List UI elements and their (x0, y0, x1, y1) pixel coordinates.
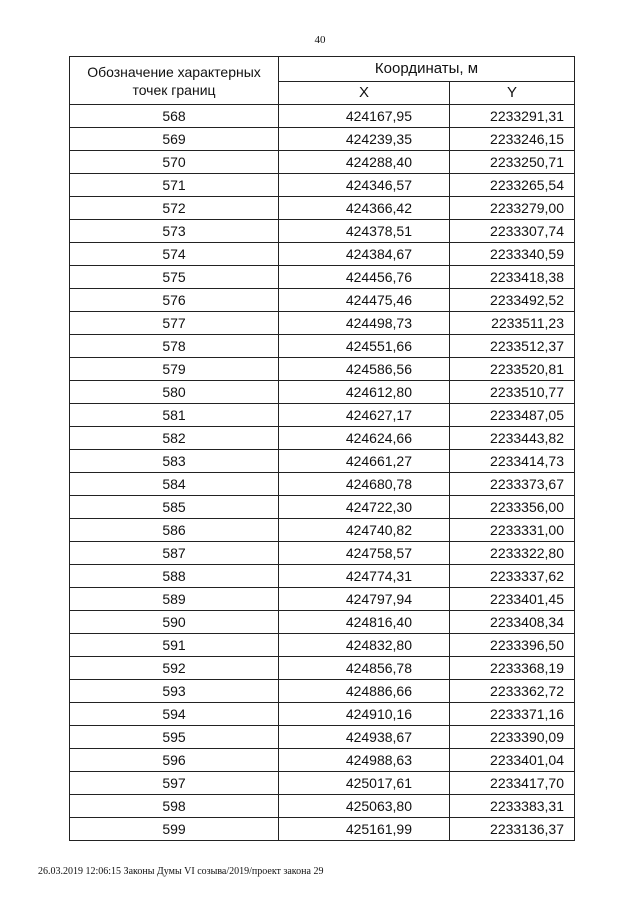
x-coordinate-cell: 424475,46 (279, 289, 450, 312)
header-coordinates: Координаты, м (279, 57, 575, 82)
x-coordinate-cell: 424988,63 (279, 749, 450, 772)
table-row (70, 634, 575, 657)
x-coordinate-cell: 424758,57 (279, 542, 450, 565)
coordinates-table (69, 56, 575, 841)
y-coordinate-cell: 2233307,74 (450, 220, 575, 243)
y-coordinate-cell: 2233511,23 (450, 312, 575, 335)
point-cell: 587 (70, 542, 279, 565)
y-coordinate-cell: 2233246,15 (450, 128, 575, 151)
table-row (70, 220, 575, 243)
table-row (70, 542, 575, 565)
point-cell: 570 (70, 151, 279, 174)
y-coordinate-cell: 2233417,70 (450, 772, 575, 795)
y-coordinate-cell: 2233356,00 (450, 496, 575, 519)
y-coordinate-cell: 2233250,71 (450, 151, 575, 174)
x-coordinate-cell: 424366,42 (279, 197, 450, 220)
table-row (70, 473, 575, 496)
table-row (70, 496, 575, 519)
x-coordinate-cell: 424551,66 (279, 335, 450, 358)
point-cell: 593 (70, 680, 279, 703)
y-coordinate-cell: 2233136,37 (450, 818, 575, 841)
x-coordinate-cell: 424627,17 (279, 404, 450, 427)
x-coordinate-cell: 424797,94 (279, 588, 450, 611)
table-row (70, 404, 575, 427)
y-coordinate-cell: 2233383,31 (450, 795, 575, 818)
x-coordinate-cell: 424886,66 (279, 680, 450, 703)
table-row (70, 818, 575, 841)
point-cell: 583 (70, 450, 279, 473)
y-coordinate-cell: 2233487,05 (450, 404, 575, 427)
y-coordinate-cell: 2233340,59 (450, 243, 575, 266)
table-row (70, 795, 575, 818)
x-coordinate-cell: 425161,99 (279, 818, 450, 841)
point-cell: 582 (70, 427, 279, 450)
y-coordinate-cell: 2233291,31 (450, 105, 575, 128)
point-cell: 569 (70, 128, 279, 151)
table-body (70, 105, 575, 841)
point-cell: 580 (70, 381, 279, 404)
x-coordinate-cell: 424680,78 (279, 473, 450, 496)
table-row (70, 565, 575, 588)
y-coordinate-cell: 2233520,81 (450, 358, 575, 381)
point-cell: 573 (70, 220, 279, 243)
x-coordinate-cell: 424456,76 (279, 266, 450, 289)
table-row (70, 174, 575, 197)
point-cell: 568 (70, 105, 279, 128)
table-row (70, 289, 575, 312)
y-coordinate-cell: 2233265,54 (450, 174, 575, 197)
footer-stamp: 26.03.2019 12:06:15 Законы Думы VI созыва/2019/проект закона 29 (38, 866, 324, 877)
x-coordinate-cell: 424378,51 (279, 220, 450, 243)
point-cell: 576 (70, 289, 279, 312)
table-row (70, 611, 575, 634)
point-cell: 596 (70, 749, 279, 772)
x-coordinate-cell: 424816,40 (279, 611, 450, 634)
y-coordinate-cell: 2233443,82 (450, 427, 575, 450)
y-coordinate-cell: 2233390,09 (450, 726, 575, 749)
x-coordinate-cell: 424910,16 (279, 703, 450, 726)
y-coordinate-cell: 2233362,72 (450, 680, 575, 703)
table-row (70, 105, 575, 128)
point-cell: 592 (70, 657, 279, 680)
point-cell: 594 (70, 703, 279, 726)
table-row (70, 243, 575, 266)
table-row (70, 680, 575, 703)
point-cell: 589 (70, 588, 279, 611)
y-coordinate-cell: 2233396,50 (450, 634, 575, 657)
table-header (70, 57, 575, 105)
point-cell: 599 (70, 818, 279, 841)
table-row (70, 312, 575, 335)
x-coordinate-cell: 424346,57 (279, 174, 450, 197)
point-cell: 595 (70, 726, 279, 749)
y-coordinate-cell: 2233373,67 (450, 473, 575, 496)
x-coordinate-cell: 424661,27 (279, 450, 450, 473)
header-point-designation: Обозначение характерных точек границ (70, 57, 279, 105)
y-coordinate-cell: 2233371,16 (450, 703, 575, 726)
x-coordinate-cell: 424856,78 (279, 657, 450, 680)
x-coordinate-cell: 424239,35 (279, 128, 450, 151)
point-cell: 586 (70, 519, 279, 542)
table-row (70, 749, 575, 772)
table-row (70, 726, 575, 749)
x-coordinate-cell: 424722,30 (279, 496, 450, 519)
table-row (70, 335, 575, 358)
y-coordinate-cell: 2233408,34 (450, 611, 575, 634)
point-cell: 577 (70, 312, 279, 335)
y-coordinate-cell: 2233401,04 (450, 749, 575, 772)
x-coordinate-cell: 424740,82 (279, 519, 450, 542)
y-coordinate-cell: 2233337,62 (450, 565, 575, 588)
y-coordinate-cell: 2233418,38 (450, 266, 575, 289)
page-number: 40 (314, 34, 326, 46)
y-coordinate-cell: 2233279,00 (450, 197, 575, 220)
point-cell: 578 (70, 335, 279, 358)
table-row (70, 427, 575, 450)
table-row (70, 151, 575, 174)
y-coordinate-cell: 2233401,45 (450, 588, 575, 611)
y-coordinate-cell: 2233510,77 (450, 381, 575, 404)
x-coordinate-cell: 425063,80 (279, 795, 450, 818)
table-row (70, 128, 575, 151)
table-row (70, 657, 575, 680)
table-row (70, 703, 575, 726)
point-cell: 588 (70, 565, 279, 588)
x-coordinate-cell: 425017,61 (279, 772, 450, 795)
x-coordinate-cell: 424384,67 (279, 243, 450, 266)
point-cell: 590 (70, 611, 279, 634)
y-coordinate-cell: 2233414,73 (450, 450, 575, 473)
x-coordinate-cell: 424832,80 (279, 634, 450, 657)
point-cell: 572 (70, 197, 279, 220)
x-coordinate-cell: 424167,95 (279, 105, 450, 128)
y-coordinate-cell: 2233368,19 (450, 657, 575, 680)
x-coordinate-cell: 424612,80 (279, 381, 450, 404)
point-cell: 574 (70, 243, 279, 266)
table-row (70, 381, 575, 404)
x-coordinate-cell: 424624,66 (279, 427, 450, 450)
y-coordinate-cell: 2233512,37 (450, 335, 575, 358)
header-y: Y (450, 82, 575, 105)
table-row (70, 588, 575, 611)
x-coordinate-cell: 424288,40 (279, 151, 450, 174)
point-cell: 585 (70, 496, 279, 519)
point-cell: 584 (70, 473, 279, 496)
table-row (70, 772, 575, 795)
y-coordinate-cell: 2233331,00 (450, 519, 575, 542)
point-cell: 571 (70, 174, 279, 197)
table-row (70, 358, 575, 381)
x-coordinate-cell: 424774,31 (279, 565, 450, 588)
table-row (70, 266, 575, 289)
table-row (70, 197, 575, 220)
point-cell: 575 (70, 266, 279, 289)
table-row (70, 519, 575, 542)
x-coordinate-cell: 424586,56 (279, 358, 450, 381)
point-cell: 597 (70, 772, 279, 795)
table-row (70, 450, 575, 473)
y-coordinate-cell: 2233492,52 (450, 289, 575, 312)
y-coordinate-cell: 2233322,80 (450, 542, 575, 565)
point-cell: 591 (70, 634, 279, 657)
point-cell: 579 (70, 358, 279, 381)
x-coordinate-cell: 424938,67 (279, 726, 450, 749)
header-x: X (279, 82, 450, 105)
point-cell: 581 (70, 404, 279, 427)
point-cell: 598 (70, 795, 279, 818)
x-coordinate-cell: 424498,73 (279, 312, 450, 335)
